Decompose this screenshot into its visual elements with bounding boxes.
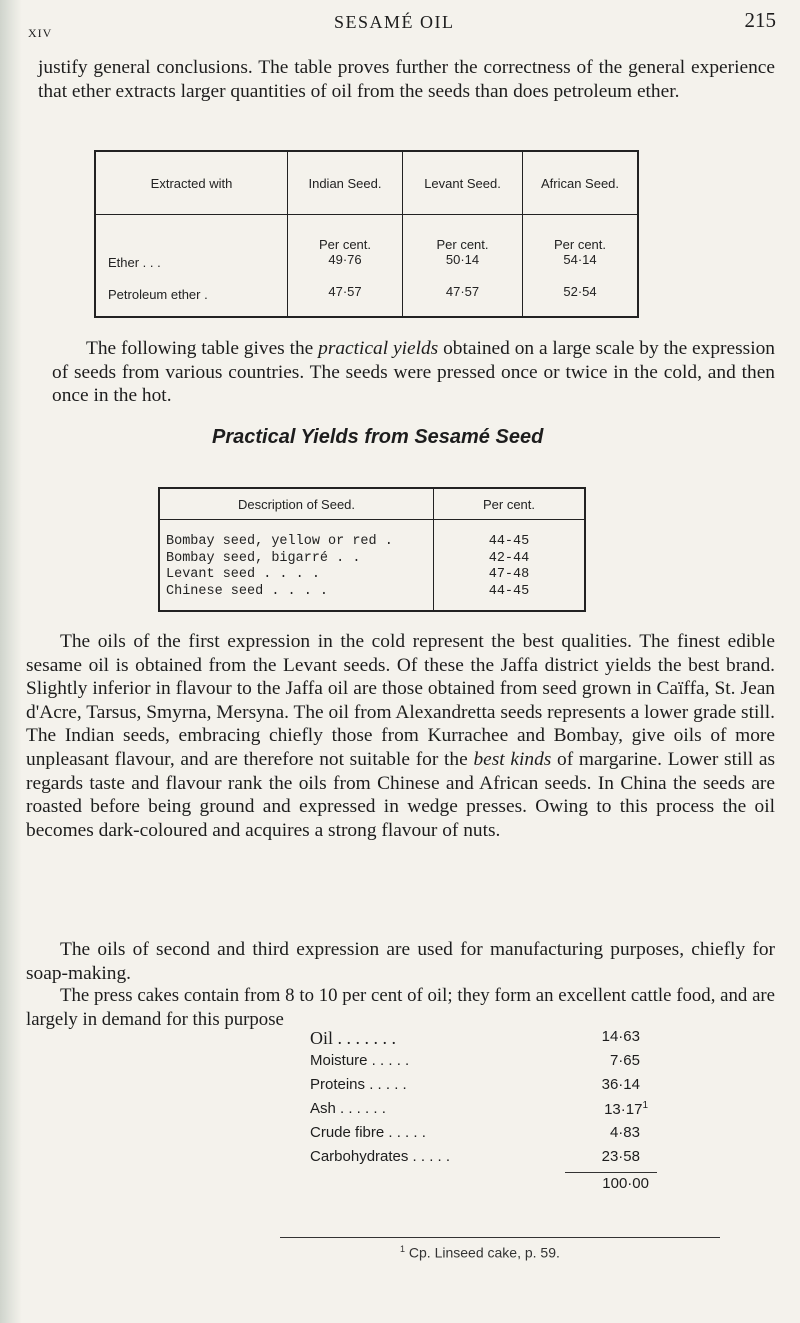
indian-column (288, 215, 403, 318)
paragraph-2-text-b: obtained on a large scale by the expression of seeds from various countries. The seeds were pressed once or twice in the cold, and then once in the hot. (52, 338, 775, 407)
composition-row (310, 1100, 670, 1124)
table-header-row (159, 488, 585, 520)
component-name: Crude fibre . . . . . (310, 1124, 426, 1141)
seed-yield: 44-45 (488, 583, 530, 599)
seed-label: Chinese seed . . . . (166, 583, 329, 599)
row-label-ether: Ether . . . (108, 255, 161, 270)
footnote-marker: 1 (400, 1244, 406, 1254)
composition-row (310, 1028, 670, 1052)
page-number: 215 (744, 8, 776, 32)
african-column (523, 215, 639, 318)
composition-row (310, 1124, 670, 1148)
table-body-row (159, 520, 585, 612)
row-label-petroleum-ether: Petroleum ether . (108, 287, 208, 302)
seed-label: Levant seed . . . . (166, 567, 320, 582)
seed-label: Bombay seed, yellow or red . (166, 534, 393, 549)
composition-row (310, 1148, 670, 1172)
component-value: 14·63 (601, 1028, 640, 1045)
col-header-indian: Indian Seed. (288, 151, 403, 215)
seed-yield: 44-45 (488, 534, 530, 549)
component-name: Oil . . . . . . . (310, 1028, 397, 1048)
unit-label: Per cent. (318, 237, 372, 252)
footnote (400, 1244, 560, 1261)
paragraph-4: The oils of second and third expression are used for manufacturing purposes, chiefly for soap-making. (26, 939, 775, 984)
composition-row (310, 1052, 670, 1076)
cell-ether-african: 54·14 (563, 252, 597, 267)
cell-petroleum-levant: 47·57 (445, 284, 480, 299)
paragraph-2-text-a: The following table gives the (86, 338, 319, 359)
paragraph-3-text-a: The oils of the first expression in the cold represent the best qualities. The finest edible sesame oil is obtained from the Levant seeds. Of these the Jaffa district yields the best brand. Slightly inferior in flavour to the Jaffa oil are those obtained from seed grown in Caïffa, St. Jean d'Acre, Tarsus, Smyrna, Mersyna. The oil from Alexandretta seeds represents a lower grade still. The Indian seeds, embracing chiefly those from Kurrachee and Bombay, give oils of more unpleasant flavour, and are therefore not suitable for the (26, 631, 775, 770)
composition-total: 100·00 (602, 1175, 649, 1192)
paragraph-1: justify general conclusions. The table proves further the correctness of the general experience that ether extracts larger quantities of oil from the seeds than does petroleum ether. (38, 57, 775, 102)
chapter-number: XIV (28, 26, 53, 40)
component-value-with-note (604, 1100, 648, 1118)
table-body-row (95, 215, 638, 318)
unit-label: Per cent. (553, 237, 607, 252)
composition-row (310, 1076, 670, 1100)
extraction-table (94, 150, 639, 318)
component-value: 36·14 (601, 1076, 640, 1093)
col-header-per-cent: Per cent. (434, 488, 586, 520)
col-header-description: Description of Seed. (159, 488, 434, 520)
paragraph-2-emphasis: practical yields (318, 338, 439, 359)
table-caption: Practical Yields from Sesamé Seed (212, 426, 544, 448)
running-title: SESAMÉ OIL (334, 12, 455, 32)
footnote-text: Cp. Linseed cake, p. 59. (408, 1244, 560, 1261)
col-header-levant: Levant Seed. (403, 151, 523, 215)
component-value: 4·83 (609, 1124, 640, 1141)
footnote-marker: 1 (642, 1100, 648, 1111)
running-head (24, 8, 776, 38)
composition-list (310, 1028, 670, 1197)
component-value: 23·58 (601, 1148, 640, 1165)
yields-table (158, 487, 586, 612)
col-header-african: African Seed. (523, 151, 639, 215)
paragraph-3 (26, 630, 775, 842)
component-value: 7·65 (609, 1052, 640, 1069)
unit-label: Per cent. (436, 237, 489, 252)
composition-total-line (565, 1172, 657, 1197)
table-header-row (95, 151, 638, 215)
cell-ether-indian: 49·76 (328, 252, 362, 267)
seed-label: Bombay seed, bigarré . . (166, 550, 361, 566)
component-name: Proteins . . . . . (310, 1076, 407, 1093)
cell-ether-levant: 50·14 (445, 252, 480, 267)
percent-column (434, 520, 586, 612)
component-name: Moisture . . . . . (310, 1052, 410, 1069)
component-name: Ash . . . . . . (310, 1100, 386, 1117)
solvent-column (95, 215, 288, 318)
seed-yield: 42-44 (488, 550, 530, 566)
col-header-extracted-with: Extracted with (95, 151, 288, 215)
seed-yield: 47-48 (488, 567, 530, 582)
paragraph-3-text-b: of margarine. Lower still as regards taste and flavour rank the oils from Chinese and African seeds. In China the seeds are roasted before being ground and expressed in wedge presses. Owing to this process the oil becomes dark-coloured and acquires a strong flavour of nuts. (26, 748, 776, 841)
cell-petroleum-indian: 47·57 (328, 284, 362, 299)
component-value: 13·17 (604, 1101, 643, 1118)
component-name: Carbohydrates . . . . . (310, 1148, 451, 1165)
cell-petroleum-african: 52·54 (563, 284, 597, 299)
paragraph-3-emphasis: best kinds (473, 748, 552, 770)
levant-column (403, 215, 523, 318)
page-edge-shadow (0, 0, 22, 1323)
description-column (159, 520, 434, 612)
paragraph-2 (52, 337, 775, 408)
footnote-rule (280, 1237, 720, 1238)
paragraph-5: The press cakes contain from 8 to 10 per cent of oil; they form an excellent cattle food, and are largely in demand for this purpose (26, 985, 775, 1030)
